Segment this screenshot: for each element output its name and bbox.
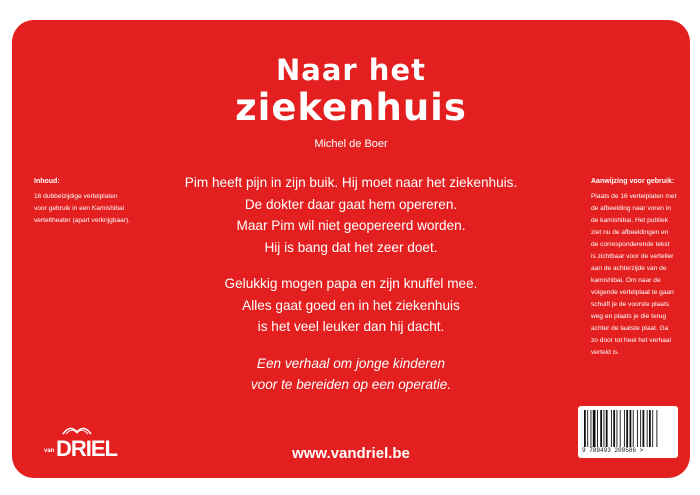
barcode	[578, 406, 678, 458]
barcode-bars	[584, 410, 672, 447]
story-line: Gelukkig mogen papa en zijn knuffel mee.	[224, 276, 478, 291]
story-line: voor te bereiden op een operatie.	[250, 377, 452, 392]
instructions-line: is zichtbaar voor de verteller	[591, 253, 674, 260]
title-line-2: ziekenhuis	[235, 86, 467, 129]
website-url: www.vandriel.be	[292, 445, 410, 462]
story-line: Alles gaat goed en in het ziekenhuis	[242, 297, 460, 313]
contents-line: verteltheater (apart verkrijgbaar).	[34, 217, 131, 224]
story-line: De dokter daar gaat hem opereren.	[244, 196, 458, 212]
author-name: Michel de Boer	[314, 138, 388, 150]
story-text	[162, 172, 540, 411]
instructions-line: achter de laatste plaat. Ga	[591, 325, 669, 332]
contents-line: 16 dubbelzijdige vertelplaten	[34, 193, 118, 200]
instructions-line: kamishibai. Om naar de	[591, 277, 661, 284]
instructions-line: Plaats de 16 vertelplaten met	[591, 193, 677, 200]
cover-card	[12, 20, 690, 478]
instructions-line: schuift je de voorste plaats	[591, 301, 670, 308]
instructions-line: de kamishibai. Het publiek	[591, 217, 668, 224]
story-line: is het veel leuker dan hij dacht.	[257, 319, 445, 334]
barcode-number: 9 789493 200586 >	[582, 447, 644, 454]
title-line-1: Naar het	[276, 53, 426, 87]
instructions-line: zo door tot heel het verhaal	[591, 337, 671, 344]
story-line: Pim heeft pijn in zijn buik. Hij moet naar het ziekenhuis.	[184, 175, 518, 190]
instructions-line: de afbeelding naar voren in	[591, 205, 671, 212]
instructions-line: de corresponderende tekst	[591, 241, 670, 248]
story-paragraph-2	[162, 273, 540, 338]
instructions-block	[591, 176, 683, 359]
instructions-heading: Aanwijzing voor gebruik:	[591, 178, 675, 185]
publisher-prefix: van	[44, 448, 55, 454]
story-line: Een verhaal om jonge kinderen	[256, 355, 446, 371]
contents-block	[34, 176, 174, 227]
open-book-icon	[62, 422, 92, 436]
story-line: Hij is bang dat het zeer doet.	[264, 239, 438, 255]
instructions-line: weg en plaats je die terug	[591, 313, 667, 320]
contents-line: voor gebruik in een Kamishibai	[34, 205, 125, 212]
instructions-line: aan de achterzijde van de	[591, 265, 667, 272]
publisher-name: DRIEL	[56, 436, 117, 461]
instructions-line: volgende vertelplaat te gaan	[591, 289, 674, 296]
instructions-line: verteld is.	[591, 349, 620, 356]
story-tagline	[162, 353, 540, 396]
instructions-line: ziet nu de afbeeldingen en	[591, 229, 669, 236]
story-line: Maar Pim wil niet geopereerd worden.	[236, 218, 466, 233]
contents-heading: Inhoud:	[34, 178, 60, 185]
story-paragraph-1	[162, 172, 540, 258]
